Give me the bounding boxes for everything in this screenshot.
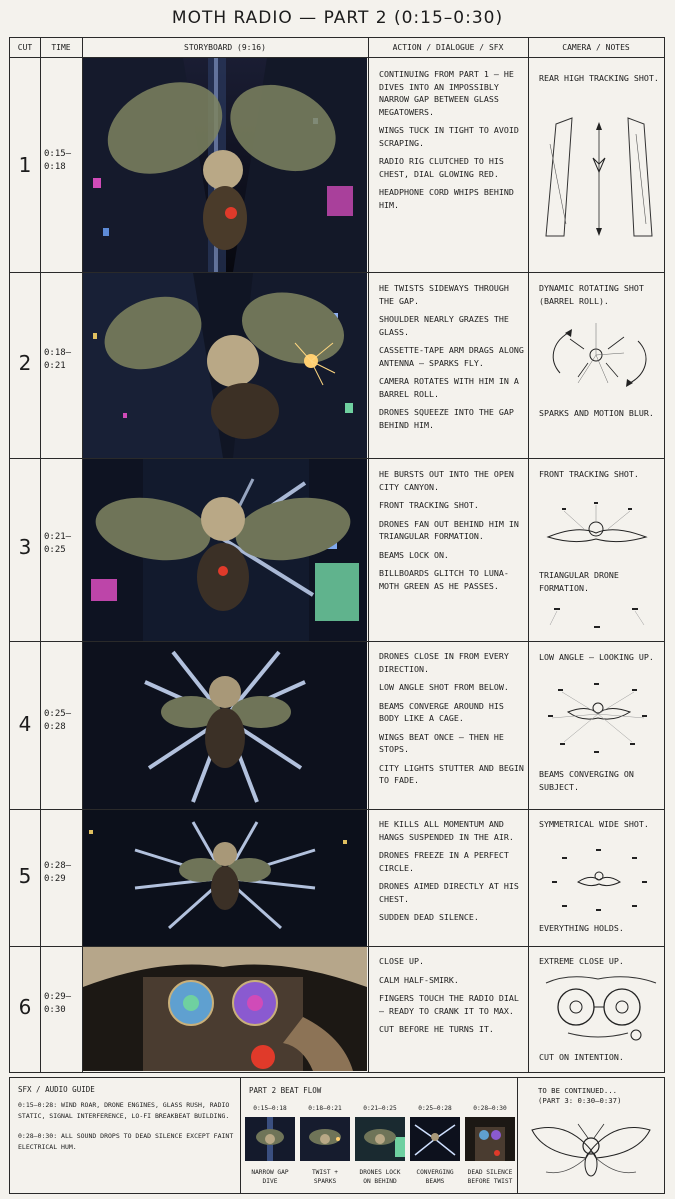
sfx-audio-guide xyxy=(18,1084,238,1153)
action-line: SUDDEN DEAD SILENCE. xyxy=(379,912,479,922)
time-end: 0:28 xyxy=(44,722,66,732)
action-line: CITY LIGHTS STUTTER AND BEGIN TO FADE. xyxy=(379,762,524,785)
beat-item xyxy=(465,1104,515,1186)
continued-text xyxy=(538,1086,621,1106)
camera-note-bottom: CUT ON INTENTION. xyxy=(539,1052,624,1062)
action-line: FRONT TRACKING SHOT. xyxy=(379,500,479,510)
time-start: 0:25– xyxy=(44,709,72,719)
time-start: 0:21– xyxy=(44,532,72,542)
time-range xyxy=(44,860,80,886)
cut-row-2 xyxy=(10,273,664,459)
camera-note-top: SYMMETRICAL WIDE SHOT. xyxy=(539,819,649,829)
camera-sketch-3a xyxy=(538,499,660,565)
time-start: 0:28– xyxy=(44,861,72,871)
time-end: 0:25 xyxy=(44,545,66,555)
beat-item xyxy=(245,1104,295,1186)
beat-flow-title: PART 2 BEAT FLOW xyxy=(249,1086,322,1095)
beat-time: 0:15–0:18 xyxy=(253,1105,287,1112)
cut-row-5 xyxy=(10,810,664,947)
time-range xyxy=(44,708,80,734)
cut-number: 4 xyxy=(18,712,32,736)
action-line: DRONES FAN OUT BEHIND HIM IN TRIANGULAR FORMATION. xyxy=(379,518,519,541)
beat-thumbnail xyxy=(465,1117,515,1161)
cut-number: 2 xyxy=(18,351,32,375)
continued-line-2: (PART 3: 0:30–0:37) xyxy=(538,1096,622,1105)
action-line: DRONES CLOSE IN FROM EVERY DIRECTION. xyxy=(379,651,509,674)
beat-time: 0:28–0:30 xyxy=(473,1105,507,1112)
camera-note-top: DYNAMIC ROTATING SHOT (BARREL ROLL). xyxy=(539,283,644,306)
action-text-1 xyxy=(379,68,527,217)
action-line: CLOSE UP. xyxy=(379,956,424,966)
beat-label: CONVERGING BEAMS xyxy=(416,1169,454,1185)
time-range xyxy=(44,347,80,373)
action-line: BILLBOARDS GLITCH TO LUNA-MOTH GREEN AS HE PASSES. xyxy=(379,568,509,591)
camera-sketch-4 xyxy=(538,682,660,764)
storyboard-table xyxy=(9,37,665,1073)
action-line: WINGS BEAT ONCE — THEN HE STOPS. xyxy=(379,731,504,754)
time-end: 0:29 xyxy=(44,874,66,884)
beat-thumbnail xyxy=(410,1117,460,1161)
beat-label: DEAD SILENCE BEFORE TWIST xyxy=(467,1169,513,1185)
action-text-6 xyxy=(379,955,527,1042)
header-time: TIME xyxy=(40,38,82,58)
sfx-title: SFX / AUDIO GUIDE xyxy=(18,1085,95,1094)
action-line: CASSETTE-TAPE ARM DRAGS ALONG ANTENNA — SPARKS FLY. xyxy=(379,345,524,368)
time-range xyxy=(44,991,80,1017)
action-line: BEAMS CONVERGE AROUND HIS BODY LIKE A CAGE. xyxy=(379,700,504,723)
camera-sketch-5 xyxy=(538,848,660,918)
camera-note-bottom: TRIANGULAR DRONE FORMATION. xyxy=(539,570,619,593)
action-line: DRONES SQUEEZE INTO THE GAP BEHIND HIM. xyxy=(379,407,514,430)
camera-note-bottom: SPARKS AND MOTION BLUR. xyxy=(539,408,654,418)
time-start: 0:18– xyxy=(44,348,72,358)
cut-number: 5 xyxy=(18,864,32,888)
beat-item xyxy=(300,1104,350,1186)
cut-row-1 xyxy=(10,58,664,273)
camera-note-top: LOW ANGLE — LOOKING UP. xyxy=(539,652,654,662)
beat-time: 0:21–0:25 xyxy=(363,1105,397,1112)
action-text-4 xyxy=(379,650,527,793)
footer-panel xyxy=(9,1077,665,1194)
action-line: HE KILLS ALL MOMENTUM AND HANGS SUSPENDED IN THE AIR. xyxy=(379,819,514,842)
time-end: 0:30 xyxy=(44,1005,66,1015)
storyboard-panel-6 xyxy=(83,947,367,1071)
beat-time: 0:25–0:28 xyxy=(418,1105,452,1112)
action-line: WINGS TUCK IN TIGHT TO AVOID SCRAPING. xyxy=(379,125,519,148)
sfx-line-1: 0:15–0:28: WIND ROAR, DRONE ENGINES, GLASS RUSH, RADIO STATIC, SIGNAL INTERFERENCE, LO-FI BREAKBEAT BUILDING. xyxy=(18,1101,230,1120)
camera-sketch-3b xyxy=(538,599,660,641)
beat-label: DRONES LOCK ON BEHIND xyxy=(359,1169,401,1185)
page-title: MOTH RADIO — PART 2 (0:15–0:30) xyxy=(171,8,504,28)
beat-flow xyxy=(240,1078,518,1193)
time-end: 0:21 xyxy=(44,361,66,371)
time-start: 0:15– xyxy=(44,149,72,159)
action-line: LOW ANGLE SHOT FROM BELOW. xyxy=(379,682,509,692)
header-storyboard: STORYBOARD (9:16) xyxy=(82,38,368,58)
beat-label: NARROW GAP DIVE xyxy=(251,1169,289,1185)
action-line: CONTINUING FROM PART 1 — HE DIVES INTO AN IMPOSSIBLY NARROW GAP BETWEEN GLASS MEGATOWERS. xyxy=(379,69,514,117)
cut-row-6 xyxy=(10,947,664,1072)
action-line: HE TWISTS SIDEWAYS THROUGH THE GAP. xyxy=(379,283,509,306)
action-line: DRONES AIMED DIRECTLY AT HIS CHEST. xyxy=(379,881,519,904)
cut-row-4 xyxy=(10,642,664,810)
time-range xyxy=(44,148,80,174)
storyboard-panel-2 xyxy=(83,273,367,458)
action-line: RADIO RIG CLUTCHED TO HIS CHEST, DIAL GLOWING RED. xyxy=(379,156,504,179)
action-line: SHOULDER NEARLY GRAZES THE GLASS. xyxy=(379,314,509,337)
action-text-2 xyxy=(379,282,527,437)
action-line: DRONES FREEZE IN A PERFECT CIRCLE. xyxy=(379,850,509,873)
storyboard-panel-5 xyxy=(83,810,367,946)
action-line: BEAMS LOCK ON. xyxy=(379,549,449,560)
header-camera: CAMERA / NOTES xyxy=(528,38,664,58)
camera-sketch-2 xyxy=(538,313,660,407)
storyboard-panel-1 xyxy=(83,58,367,272)
continued-line-1: TO BE CONTINUED... xyxy=(538,1086,618,1095)
camera-note-top: EXTREME CLOSE UP. xyxy=(539,956,624,966)
to-be-continued xyxy=(518,1078,664,1193)
beat-thumbnail xyxy=(355,1117,405,1161)
cut-row-3 xyxy=(10,459,664,642)
camera-sketch-1 xyxy=(538,114,660,248)
action-text-5 xyxy=(379,818,527,930)
cut-number: 1 xyxy=(18,153,32,177)
time-range xyxy=(44,531,80,557)
cut-number: 6 xyxy=(18,995,32,1019)
action-line: HE BURSTS OUT INTO THE OPEN CITY CANYON. xyxy=(379,469,514,492)
action-line: CALM HALF-SMIRK. xyxy=(379,974,459,985)
camera-note-bottom: EVERYTHING HOLDS. xyxy=(539,923,624,933)
beat-thumbnail xyxy=(245,1117,295,1161)
beat-thumbnail xyxy=(300,1117,350,1161)
beat-item xyxy=(355,1104,405,1186)
storyboard-panel-3 xyxy=(83,459,367,641)
cut-number: 3 xyxy=(18,535,32,559)
action-text-3 xyxy=(379,468,527,598)
time-end: 0:18 xyxy=(44,162,66,172)
moth-sketch xyxy=(526,1110,656,1190)
camera-note-bottom: BEAMS CONVERGING ON SUBJECT. xyxy=(539,769,634,792)
beat-item xyxy=(410,1104,460,1186)
action-line: CAMERA ROTATES WITH HIM IN A BARREL ROLL. xyxy=(379,376,519,399)
action-line: CUT BEFORE HE TURNS IT. xyxy=(379,1024,494,1034)
header-cut: CUT xyxy=(10,38,40,58)
camera-note-top: FRONT TRACKING SHOT. xyxy=(539,469,639,479)
action-line: FINGERS TOUCH THE RADIO DIAL — READY TO CRANK IT TO MAX. xyxy=(379,993,519,1016)
header-action: ACTION / DIALOGUE / SFX xyxy=(368,38,528,58)
storyboard-panel-4 xyxy=(83,642,367,809)
time-start: 0:29– xyxy=(44,992,72,1002)
camera-note-top: REAR HIGH TRACKING SHOT. xyxy=(539,73,659,83)
sfx-line-2: 0:28–0:30: ALL SOUND DROPS TO DEAD SILENCE EXCEPT FAINT ELECTRICAL HUM. xyxy=(18,1132,234,1151)
beat-label: TWIST + SPARKS xyxy=(311,1169,339,1185)
camera-sketch-6 xyxy=(538,973,660,1047)
action-line: HEADPHONE CORD WHIPS BEHIND HIM. xyxy=(379,187,514,210)
beat-time: 0:18–0:21 xyxy=(308,1105,342,1112)
